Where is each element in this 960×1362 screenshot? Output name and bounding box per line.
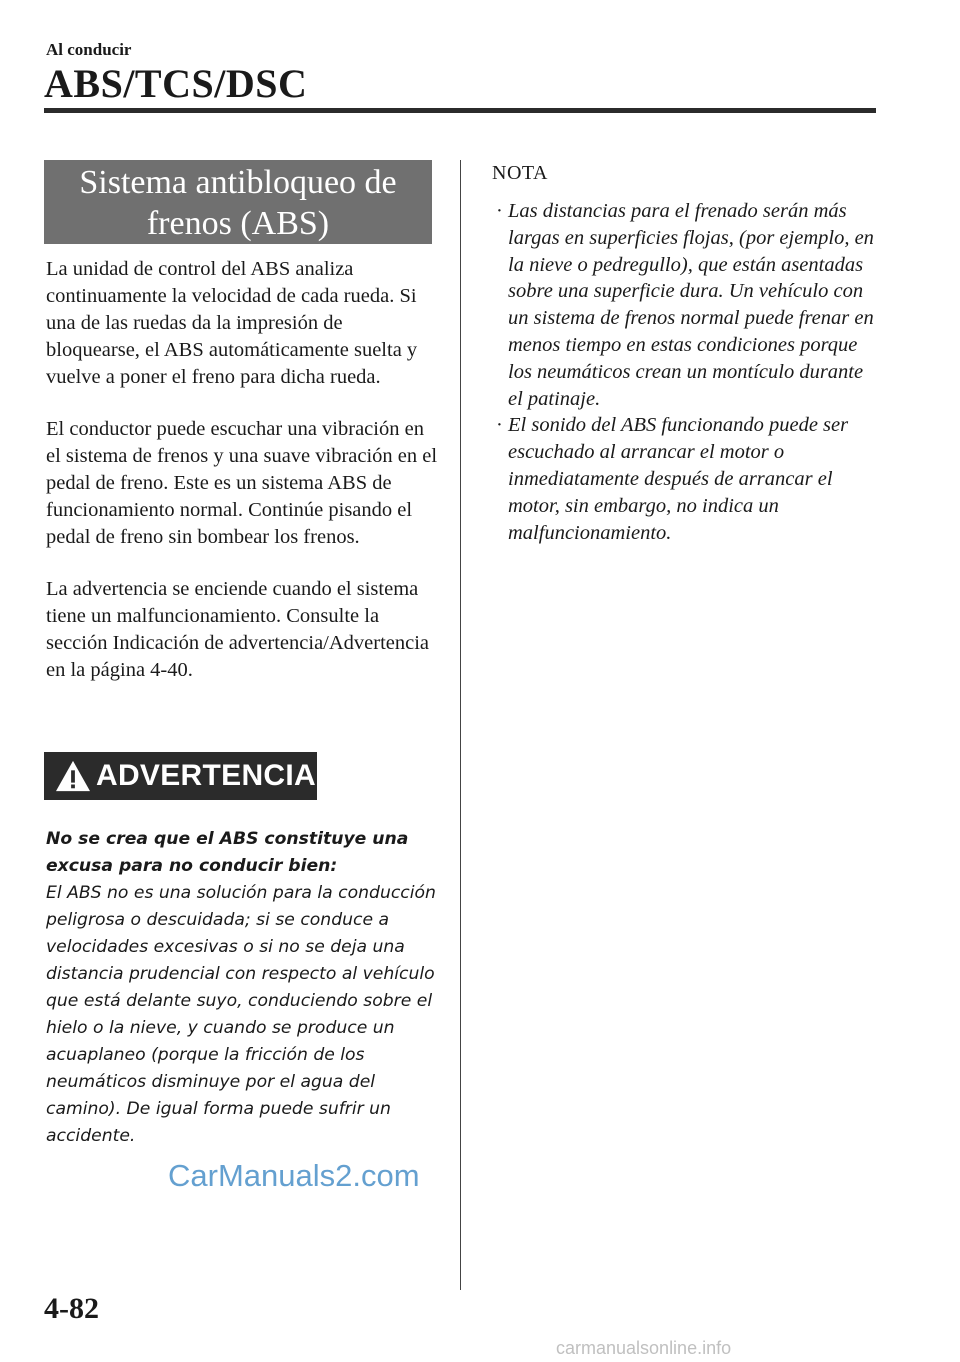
- warning-banner: [44, 752, 317, 800]
- section-title: ABS/TCS/DSC: [44, 61, 308, 106]
- note-text: El sonido del ABS funcionando puede ser escuchado al arrancar el motor o inmediatamente después de arrancar el motor, sin embargo, no indica un malfuncionamiento.: [508, 414, 849, 544]
- bullet-marker: ·: [496, 200, 503, 222]
- note-item: [496, 412, 876, 546]
- left-column: [46, 256, 438, 709]
- warning-body: El ABS no es una solución para la conducción peligrosa o descuidada; si se conduce a velocidades excesivas o si no se deja una distancia prudencial con respecto al vehículo que está delante suyo, conduciendo sobre el hielo o la nieve, y cuando se produce un acuaplaneo (porque la fricción de los neumáticos disminuye por el agua del camino). De igual forma puede sufrir un accidente.: [46, 883, 436, 1146]
- paragraph-warning-light: La advertencia se enciende cuando el sistema tiene un malfuncionamiento. Consulte la sección Indicación de advertencia/Advertencia en la página 4-40.: [46, 578, 430, 681]
- abs-title-line1: Sistema antibloqueo de: [79, 164, 397, 201]
- header-rule: [44, 108, 876, 113]
- warning-lead: No se crea que el ABS constituye una excusa para no conducir bien:: [46, 829, 409, 876]
- section-label: Al conducir: [46, 40, 132, 59]
- column-divider: [460, 160, 461, 1290]
- paragraph-vibration: El conductor puede escuchar una vibración en el sistema de frenos y una suave vibración en el pedal de freno. Este es un sistema ABS de funcionamiento normal. Continúe pisando el pedal de freno sin bombear los frenos.: [46, 418, 438, 548]
- note-text: Las distancias para el frenado serán más largas en superficies flojas, (por ejemplo, en la nieve o pedregullo), que están asentadas sobre una superficie dura. Un vehículo con un sistema de frenos normal puede frenar en menos tiempo en estas condiciones porque los neumáticos crean un montículo durante el patinaje.: [508, 200, 874, 410]
- note-list: [496, 198, 876, 546]
- warning-label: ADVERTENCIA: [96, 759, 316, 792]
- paragraph-abs-control: La unidad de control del ABS analiza continuamente la velocidad de cada rueda. Si una de las ruedas da la impresión de bloquearse, el ABS automáticamente suelta y vuelve a poner el freno para dicha rueda.: [46, 258, 418, 388]
- page-number: 4-82: [44, 1292, 99, 1325]
- warning-text: [46, 826, 440, 1150]
- abs-title-line2: frenos (ABS): [146, 205, 330, 242]
- note-item: [496, 198, 876, 412]
- bullet-marker: ·: [496, 414, 503, 437]
- warning-triangle-icon: [54, 759, 92, 793]
- abs-title-box: [44, 160, 432, 244]
- watermark-logo: CarManuals2.com: [168, 1158, 420, 1193]
- note-heading: NOTA: [492, 162, 548, 184]
- site-watermark: carmanualsonline.info: [556, 1338, 732, 1358]
